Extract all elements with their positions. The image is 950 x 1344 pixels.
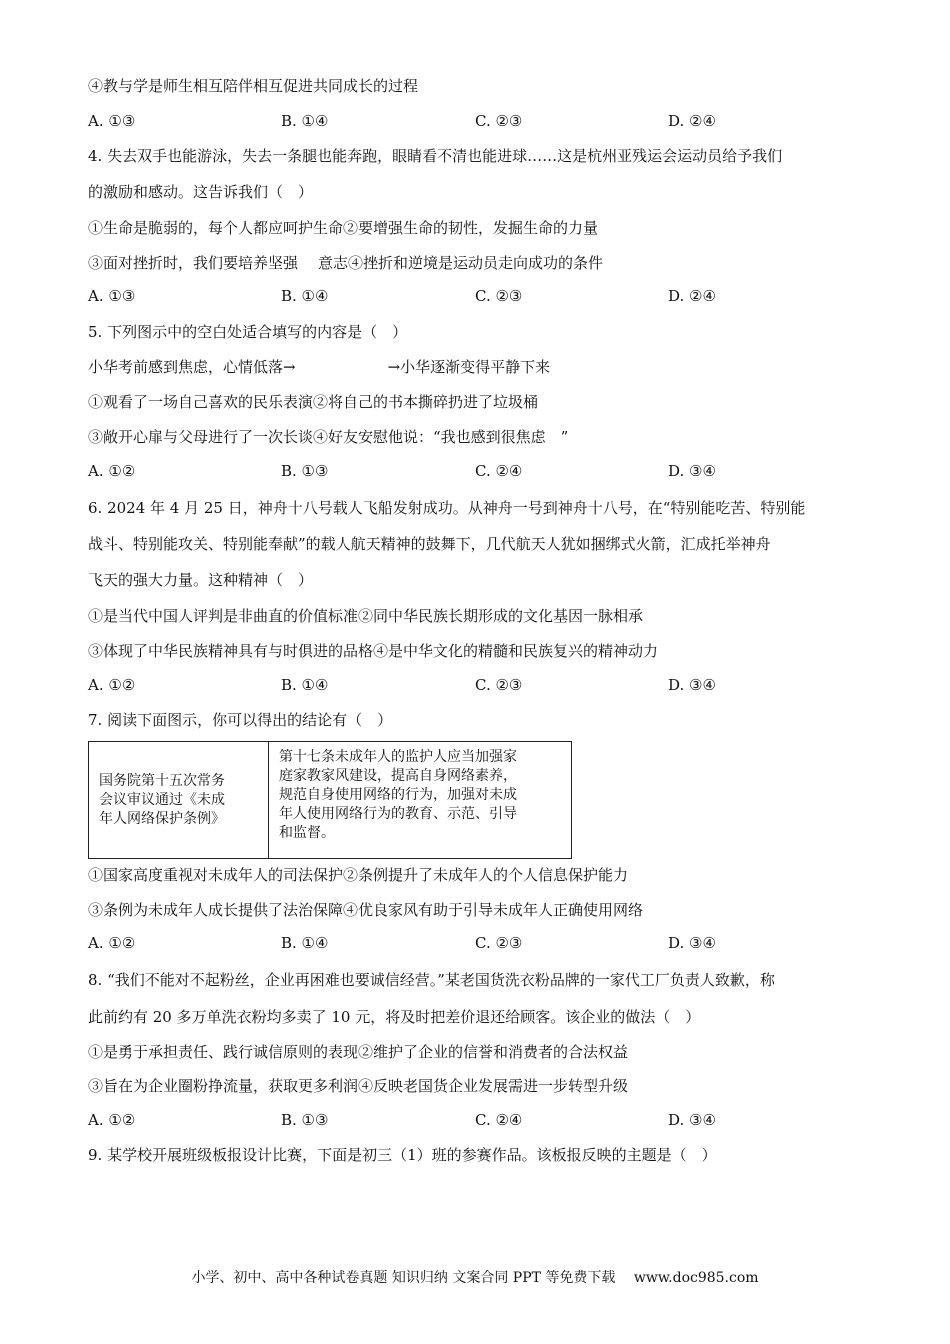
question-8-stem-line-1: 8. “我们不能对不起粉丝，企业再困难也要诚信经营。”某老国货洗衣粉品牌的一家代工厂负责人致歉，称 [88, 971, 775, 989]
option-a[interactable]: A. ①② [88, 676, 136, 694]
flow-right: →小华逐渐变得平静下来 [387, 358, 551, 376]
question-6-items-line-2: ③体现了中华民族精神具有与时俱进的品格④是中华文化的精髓和民族复兴的精神动力 [88, 642, 659, 660]
option-a[interactable]: A. ①③ [88, 287, 136, 305]
question-5-flow [88, 356, 890, 378]
question-4-items-line-1: ①生命是脆弱的，每个人都应呵护生命②要增强生命的韧性，发掘生命的力量 [88, 219, 599, 237]
option-c[interactable]: C. ②③ [475, 934, 523, 952]
question-6-stem-line-1: 6. 2024 年 4 月 25 日，神舟十八号载人飞船发射成功。从神舟一号到神舟十八号，在“特别能吃苦、特别能 [88, 499, 806, 517]
question-4-items-line-2-part-a: ③面对挫折时，我们要培养坚强 [88, 254, 299, 272]
question-4-stem-line-2: 的激励和感动。这告诉我们（ ） [88, 183, 314, 201]
question-5-stem: 5. 下列图示中的空白处适合填写的内容是（ ） [88, 323, 408, 341]
question-9-stem: 9. 某学校开展班级板报设计比赛，下面是初三（1）班的参赛作品。该板报反映的主题是（ ） [88, 1146, 717, 1164]
flow-left: 小华考前感到焦虑，心情低落→ [88, 358, 296, 376]
option-b[interactable]: B. ①④ [281, 112, 329, 130]
question-5-options [88, 460, 888, 482]
option-c[interactable]: C. ②③ [475, 112, 523, 130]
option-d[interactable]: D. ②④ [668, 112, 716, 130]
question-6-stem-line-3: 飞天的强大力量。这种精神（ ） [88, 571, 314, 589]
question-7-table [88, 741, 572, 859]
question-5-items-line-2: ③敞开心扉与父母进行了一次长谈④好友安慰他说：“我也感到很焦虑 ” [88, 428, 569, 446]
question-4-options [88, 285, 888, 307]
option-a[interactable]: A. ①② [88, 462, 136, 480]
question-7-items-line-2: ③条例为未成年人成长提供了法治保障④优良家风有助于引导未成年人正确使用网络 [88, 901, 644, 919]
option-d[interactable]: D. ②④ [668, 287, 716, 305]
question-8-options [88, 1109, 888, 1131]
option-d[interactable]: D. ③④ [668, 462, 716, 480]
page-footer: 小学、初中、高中各种试卷真题 知识归纳 文案合同 PPT 等免费下载 www.doc985.com [191, 1270, 759, 1286]
table-right-line: 年人使用网络行为的教育、示范、引导 [279, 806, 517, 822]
option-d[interactable]: D. ③④ [668, 1111, 716, 1129]
question-6-options [88, 674, 888, 696]
question-7-stem: 7. 阅读下面图示，你可以得出的结论有（ ） [88, 711, 393, 729]
table-right-line: 庭家教家风建设，提高自身网络素养， [279, 768, 517, 784]
question-4-items-line-2 [88, 252, 890, 274]
option-a[interactable]: A. ①② [88, 1111, 136, 1129]
option-a[interactable]: A. ①③ [88, 112, 136, 130]
table-right-line: 和监督。 [279, 825, 335, 841]
option-b[interactable]: B. ①④ [281, 287, 329, 305]
option-b[interactable]: B. ①③ [281, 1111, 329, 1129]
question-3-options [88, 110, 888, 132]
table-right-cell [269, 742, 571, 858]
option-b[interactable]: B. ①④ [281, 934, 329, 952]
option-b[interactable]: B. ①④ [281, 676, 329, 694]
option-a[interactable]: A. ①② [88, 934, 136, 952]
question-4-items-line-2-part-b: 意志④挫折和逆境是运动员走向成功的条件 [318, 254, 604, 272]
question-5-items-line-1: ①观看了一场自己喜欢的民乐表演②将自己的书本撕碎扔进了垃圾桶 [88, 393, 539, 411]
question-8-stem-line-2: 此前约有 20 多万单洗衣粉均多卖了 10 元，将及时把差价退还给顾客。该企业的做法（ ） [88, 1008, 701, 1026]
table-right-line: 第十七条未成年人的监护人应当加强家 [279, 749, 517, 765]
question-6-stem-line-2: 战斗、特别能攻关、特别能奉献”的载人航天精神的鼓舞下，几代航天人犹如捆绑式火箭，汇成托举神舟 [88, 535, 771, 553]
option-c[interactable]: C. ②④ [475, 1111, 523, 1129]
table-left-line: 年人网络保护条例》 [99, 811, 225, 827]
question-4-stem-line-1: 4. 失去双手也能游泳，失去一条腿也能奔跑，眼睛看不清也能进球……这是杭州亚残运会运动员给予我们 [88, 147, 783, 165]
table-left-line: 国务院第十五次常务 [99, 773, 225, 789]
question-3-item-4: ④教与学是师生相互陪伴相互促进共同成长的过程 [88, 77, 419, 95]
option-c[interactable]: C. ②④ [475, 462, 523, 480]
option-d[interactable]: D. ③④ [668, 934, 716, 952]
option-c[interactable]: C. ②③ [475, 676, 523, 694]
question-6-items-line-1: ①是当代中国人评判是非曲直的价值标准②同中华民族长期形成的文化基因一脉相承 [88, 607, 644, 625]
question-8-items-line-2: ③旨在为企业圈粉挣流量，获取更多利润④反映老国货企业发展需进一步转型升级 [88, 1077, 629, 1095]
table-left-cell [89, 742, 269, 858]
question-7-options [88, 932, 888, 954]
option-d[interactable]: D. ③④ [668, 676, 716, 694]
table-right-line: 规范自身使用网络的行为，加强对未成 [279, 787, 517, 803]
question-8-items-line-1: ①是勇于承担责任、践行诚信原则的表现②维护了企业的信誉和消费者的合法权益 [88, 1043, 629, 1061]
table-left-line: 会议审议通过《未成 [99, 792, 225, 808]
question-7-items-line-1: ①国家高度重视对未成年人的司法保护②条例提升了未成年人的个人信息保护能力 [88, 866, 629, 884]
option-c[interactable]: C. ②③ [475, 287, 523, 305]
option-b[interactable]: B. ①③ [281, 462, 329, 480]
